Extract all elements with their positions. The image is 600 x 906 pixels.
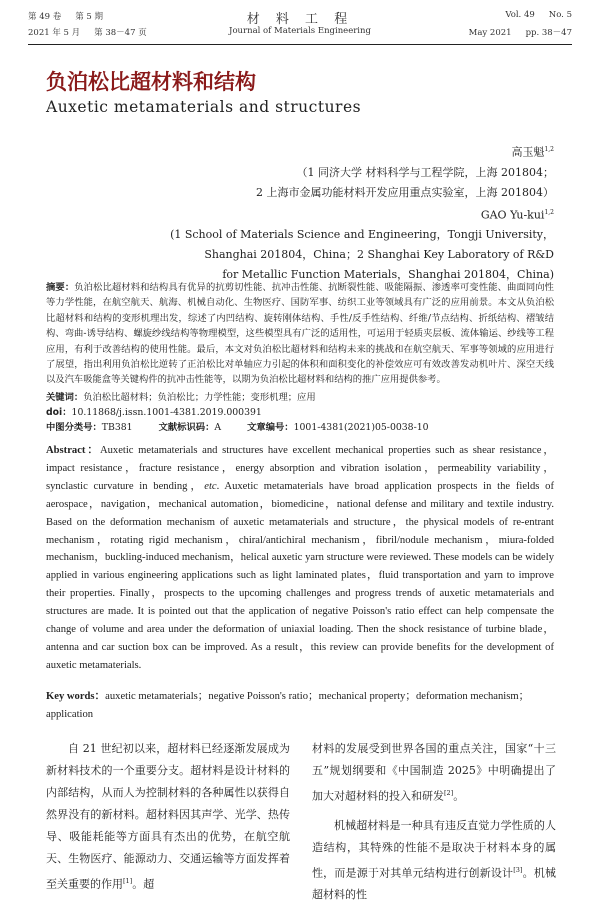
journal-title-cn: 材 料 工 程 <box>246 12 354 27</box>
abstract-cn-text: 负泊松比超材料和结构具有优异的抗剪切性能、抗冲击性能、抗断裂性能、吸能隔振、渗透率可变性能、曲面同向性等力学性能，在航空航天、航海、机械自动化、生物医疗、国防军事、纺织工业等领域具有广泛的应用前景。本文从负泊松比超材料和结构的变形机理出发，综述了内凹结构、旋转刚体结构、手性/反手性结构、纤维/节点结构、折纸结构、褶皱结构、弯曲-诱导结构、螺旋纱线结构等物理模型，这些模型具有广泛的适用性，可运用于轻质夹层板、流体输运、纱线等工程应用，有利于改善结构的使用性能。最后，本文对负泊松比超材料和结构未来的挑战和在航空航天、军事等领域的应用进行了展望，指出利用负泊松比逆转了正泊松比对单轴应力引起的体积和面积变化的补偿效应可有效改善发动机叶片、深空天线以及汽车吸能盒等关键构件的抗冲击性能等，以期为负泊松比超材料和结构的推广应用提供参考。 <box>46 282 554 386</box>
abstract-cn-label: 摘要： <box>46 282 75 293</box>
header-rule <box>28 44 572 45</box>
keywords-cn: 关键词：负泊松比超材料；负泊松比；力学性能；变形机理；应用 <box>46 392 316 403</box>
body-paragraph-continued: 材料的发展受到世界各国的重点关注，国家“十三五”规划纲要和《中国制造 2025》中明确提出了加大对超材料的投入和研发[2]。 <box>312 742 556 803</box>
date-cn: 2021 年 5 月 <box>28 28 81 38</box>
no-en: No. 5 <box>548 10 572 20</box>
date-en: May 2021 <box>468 28 512 38</box>
affiliation-en-2: Shanghai 201804，China；2 Shanghai Key Laboratory of R&D <box>204 248 554 262</box>
issue: 第 5 期 <box>75 12 104 22</box>
citation-2[interactable]: [2] <box>444 789 454 797</box>
citation-1[interactable]: [1] <box>123 877 133 885</box>
author-name-en: GAO Yu-kui$^{1,2}$ <box>480 208 554 222</box>
abstract-en-text-2: . Auxetic metamaterials have broad application prospects in the fields of aerospace，navigation，mechanical automation，biomedicine，national defense and military and textile industry. Based on the deformation mechanism of auxetic metamaterials and structure，the physical models of re-entrant mechanism，rotating rigid mechanism，chiral/antichiral mechanism，fibril/nodule mechanism，miura-folded mechanism，buckling-induced mechanism，helical auxetic yarn structure were reviewed. These models can be widely applied in various engineering applications such as light laminated plates，fluid transportation and yarn to improve their properties. Finally，prospects to the upcoming challenges and progress trends of auxetic metamaterials and structures are made. It is pointed out that the application of negative Poisson's ratio effect can help compensate the change of volume and area under the deformation of uniaxial loading. Then the shock resistance of turbine blade，antenna and car suction box can be improved. As a result，this review can provide benefits for the development of auxetic metamaterials. <box>46 480 554 671</box>
author-block <box>34 140 554 285</box>
header-right-line2 <box>469 26 572 38</box>
abstract-en <box>46 442 554 675</box>
classification-row: 中图分类号：TB381 文献标识码：A 文章编号：1001-4381(2021)05-0038-10 <box>46 422 429 433</box>
paper-title-cn: 负泊松比超材料和结构 <box>46 70 256 94</box>
body-paragraph: 机械超材料是一种具有违反直觉力学性质的人造结构，其特殊的性能不是取决于材料本身的属性，而是源于对其单元结构进行创新设计[3]。机械超材料的性 <box>312 818 557 902</box>
pages-en: pp. 38－47 <box>525 28 572 38</box>
running-header <box>28 8 572 40</box>
pages-cn: 第 38－47 页 <box>94 28 147 38</box>
body-column-left: 自 21 世纪初以来，超材料已经逐渐发展成为新材料技术的一个重要分支。超材料是设计材料的内部结构，从而人为控制材料的各种属性以获得自然界没有的新材料。超材料因其声学、光学、热传导、吸能耗能等方面具有杰出的优势，在航空航天、生物医疗、能源动力、交通运输等方面发挥着至关重要的作用[1]。超 <box>46 742 290 891</box>
volume: 第 49 卷 <box>28 12 62 22</box>
citation-3[interactable]: [3] <box>513 865 523 874</box>
abstract-en-label: Abstract： <box>46 445 100 456</box>
body-column-right <box>312 738 556 906</box>
journal-title-en: Journal of Materials Engineering <box>229 26 371 36</box>
affiliation-en-1: (1 School of Materials Science and Engineering，Tongji University， <box>170 228 554 242</box>
abstract-en-text-1: Auxetic metamaterials and structures have excellent mechanical properties such as shear resistance，impact resistance，fracture resistance，energy absorption and vibration isolation，permeability variability，synclastic curvature in bending， <box>46 445 554 492</box>
abstract-cn <box>46 280 554 388</box>
article-meta <box>46 390 554 435</box>
paper-title-en: Auxetic metamaterials and structures <box>46 98 362 116</box>
vol-en: Vol. 49 <box>505 10 535 20</box>
header-right-line1 <box>505 10 572 20</box>
author-name-cn: 高玉魁$^{1,2}$ <box>511 145 554 159</box>
affiliation-cn-1: （1 同济大学 材料科学与工程学院，上海 201804； <box>296 165 554 179</box>
keywords-en: Key words：auxetic metamaterials；negative Poisson's ratio；mechanical property；deformation mechanism；application <box>46 691 530 720</box>
abstract-en-etc: etc <box>204 480 217 492</box>
affiliation-en-3: for Metallic Function Materials，Shanghai 201804，China) <box>222 268 554 282</box>
doi: doi：10.11868/j.issn.1001-4381.2019.000391 <box>46 407 262 418</box>
affiliation-cn-2: 2 上海市金属功能材料开发应用重点实验室，上海 201804） <box>256 185 554 199</box>
